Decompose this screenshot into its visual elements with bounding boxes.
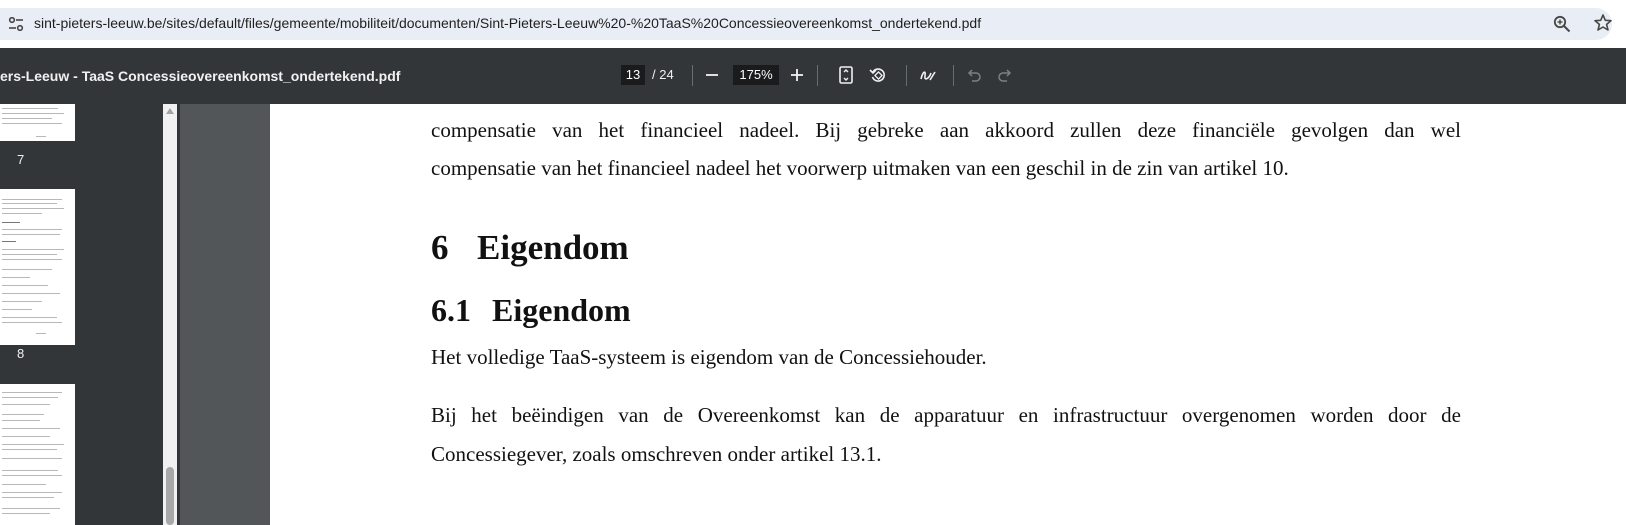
body-text-line: compensatie van het financieel nadeel het voorwerp uitmaken van een geschil in de zin van artikel 10.: [431, 156, 1289, 180]
undo-button[interactable]: [962, 63, 986, 87]
zoom-out-button[interactable]: [700, 63, 724, 87]
toolbar-divider: [953, 65, 954, 86]
subsection-title: Eigendom: [492, 292, 631, 328]
zoom-in-button[interactable]: [785, 63, 809, 87]
section-title: Eigendom: [477, 228, 629, 267]
body-text-line: Concessiegever, zoals omschreven onder artikel 13.1.: [431, 442, 882, 466]
redo-button[interactable]: [993, 63, 1017, 87]
subsection-number: 6.1: [431, 292, 471, 328]
page-thumbnail[interactable]: [0, 384, 75, 525]
rotate-button[interactable]: [866, 63, 890, 87]
thumbnail-page-number[interactable]: 8: [17, 346, 25, 361]
section-number: 6: [431, 228, 449, 267]
annotate-button[interactable]: [916, 63, 940, 87]
toolbar-divider: [817, 65, 818, 86]
bookmark-star-icon[interactable]: [1593, 13, 1613, 33]
plus-icon: [790, 68, 804, 82]
url-text[interactable]: sint-pieters-leeuw.be/sites/default/files/gemeente/mobiliteit/documenten/Sint-Pieters-Leeuw%20-%20TaaS%20Concessieovereenkomst_ondertekend.pdf: [34, 15, 982, 31]
redo-icon: [997, 68, 1013, 82]
page-total: / 24: [652, 67, 674, 82]
body-paragraph: Het volledige TaaS-systeem is eigendom van de Concessiehouder.: [431, 345, 987, 369]
subsection-heading: [431, 292, 631, 329]
omnibox[interactable]: [0, 8, 1612, 40]
body-text-line: Bij het beëindigen van de Overeenkomst kan de apparatuur en infrastructuur overgenomen worden door de: [431, 403, 1461, 427]
address-bar-area: [0, 0, 1626, 48]
page-thumbnail[interactable]: [0, 189, 75, 345]
pdf-toolbar: [0, 48, 1626, 104]
page-thumbnail[interactable]: [0, 104, 75, 141]
zoom-icon[interactable]: [1553, 15, 1571, 33]
draw-icon: [919, 67, 937, 83]
pdf-page: [270, 104, 1626, 525]
zoom-level-input[interactable]: 175%: [733, 65, 779, 85]
section-heading: [431, 228, 629, 268]
toolbar-divider: [906, 65, 907, 86]
fit-to-page-button[interactable]: [834, 63, 858, 87]
toolbar-divider: [692, 65, 693, 86]
sidebar-scrollbar[interactable]: [163, 104, 177, 525]
fit-page-icon: [839, 66, 853, 84]
rotate-icon: [869, 66, 887, 84]
thumbnail-page-number[interactable]: 7: [17, 152, 25, 167]
document-title: ers-Leeuw - TaaS Concessieovereenkomst_ondertekend.pdf: [0, 68, 401, 84]
scrollbar-thumb[interactable]: [166, 467, 174, 525]
undo-icon: [966, 68, 982, 82]
body-text-line: compensatie van het financieel nadeel. Bij gebreke aan akkoord zullen deze financiële gevolgen dan wel: [431, 118, 1461, 142]
scroll-up-arrow-icon[interactable]: [166, 108, 174, 114]
minus-icon: [705, 68, 719, 82]
site-settings-icon[interactable]: [8, 17, 24, 31]
page-number-input[interactable]: 13: [621, 65, 645, 85]
thumbnail-sidebar: [0, 104, 180, 525]
